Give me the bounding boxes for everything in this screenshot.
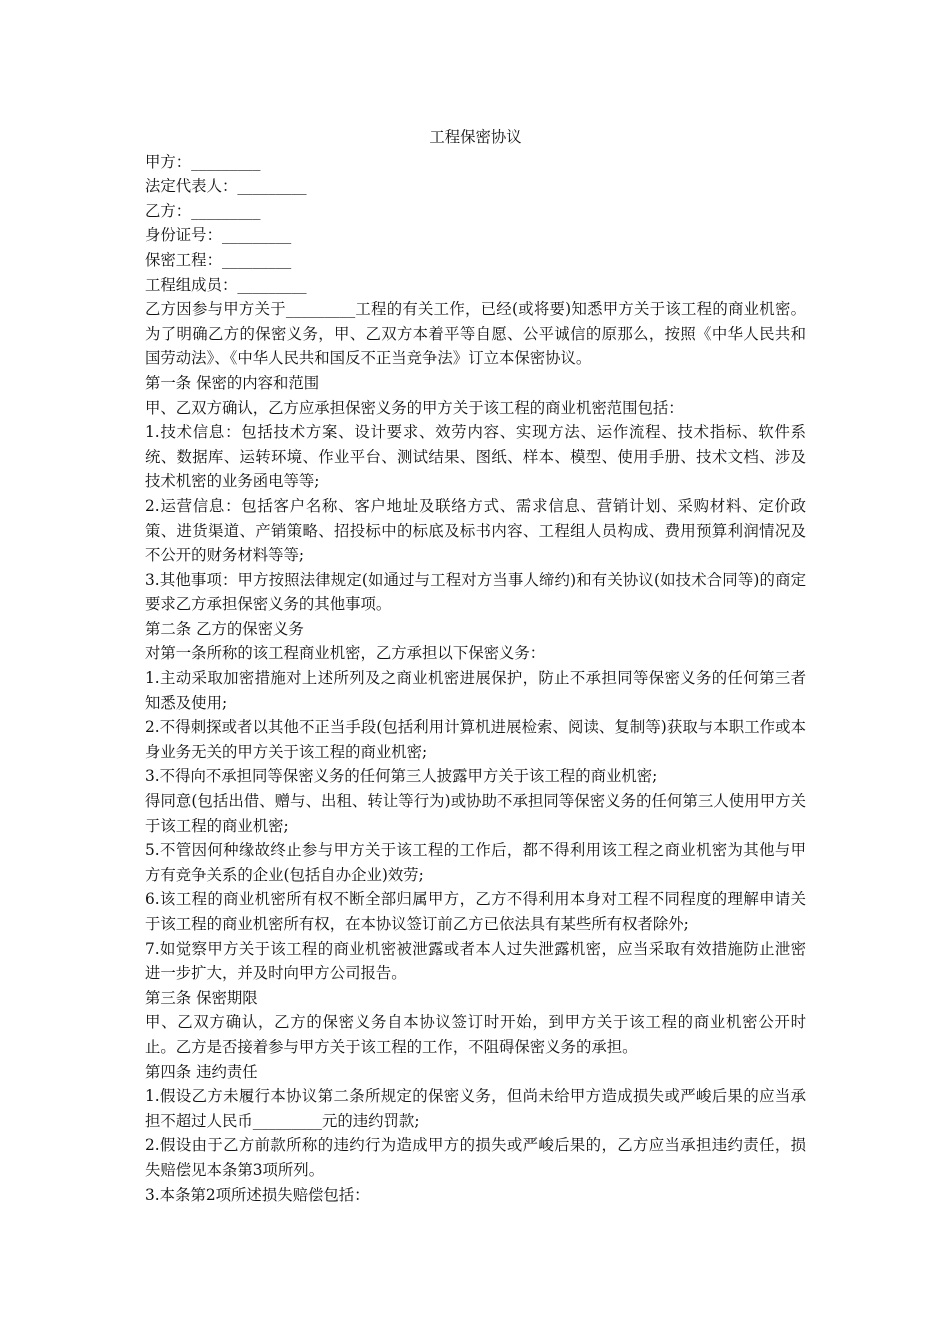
article-2-item-3: 3.不得向不承担同等保密义务的任何第三人披露甲方关于该工程的商业机密; bbox=[145, 767, 658, 786]
article-4-heading: 第四条 违约责任 bbox=[145, 1062, 258, 1081]
article-4-item-3: 3.本条第2项所述损失赔偿包括： bbox=[145, 1185, 370, 1204]
id-number-line: 身份证号：_________ bbox=[145, 226, 292, 245]
project-members-line: 工程组成员：_________ bbox=[145, 275, 307, 294]
article-4-item-1: 1.假设乙方未履行本协议第二条所规定的保密义务，但尚未给甲方造成损失或严峻后果的应当承担不超过人民币_________元的违约罚款; bbox=[145, 1087, 806, 1130]
article-2-item-6: 6.该工程的商业机密所有权不断全部归属甲方，乙方不得利用本身对工程不同程度的理解申请关于该工程的商业机密所有权，在本协议签订前乙方已依法具有某些所有权者除外; bbox=[145, 890, 806, 933]
confidential-project-line: 保密工程：_________ bbox=[145, 250, 292, 269]
party-b-line: 乙方：_________ bbox=[145, 201, 261, 220]
article-2-intro: 对第一条所称的该工程商业机密，乙方承担以下保密义务： bbox=[145, 644, 546, 663]
preamble-paragraph: 乙方因参与甲方关于_________工程的有关工作，已经(或将要)知悉甲方关于该工程的商业机密。为了明确乙方的保密义务，甲、乙双方本着平等自愿、公平诚信的原那么，按照《中华人民共和国劳动法》、《中华人民共和国反不正当竞争法》订立本保密协议。 bbox=[145, 300, 806, 368]
article-1-item-1: 1.技术信息：包括技术方案、设计要求、效劳内容、实现方法、运作流程、技术指标、软件系统、数据库、运转环境、作业平台、测试结果、图纸、样本、模型、使用手册、技术文档、涉及技术机密的业务函电等等; bbox=[145, 423, 806, 491]
article-1-item-3: 3.其他事项：甲方按照法律规定(如通过与工程对方当事人缔约)和有关协议(如技术合同等)的商定要求乙方承担保密义务的其他事项。 bbox=[145, 570, 806, 614]
article-2-item-2: 2.不得刺探或者以其他不正当手段(包括利用计算机进展检索、阅读、复制等)获取与本职工作或本身业务无关的甲方关于该工程的商业机密; bbox=[145, 718, 806, 761]
article-1-item-2: 2.运营信息：包括客户名称、客户地址及联络方式、需求信息、营销计划、采购材料、定价政策、进货渠道、产销策略、招投标中的标底及标书内容、工程组人员构成、费用预算利润情况及不公开的财务材料等等; bbox=[145, 496, 806, 565]
article-2-item-5: 5.不管因何种缘故终止参与甲方关于该工程的工作后，都不得利用该工程之商业机密为其他与甲方有竞争关系的企业(包括自办企业)效劳; bbox=[145, 841, 806, 884]
article-1-intro: 甲、乙双方确认，乙方应承担保密义务的甲方关于该工程的商业机密范围包括： bbox=[145, 398, 684, 417]
article-2-item-1: 1.主动采取加密措施对上述所列及之商业机密进展保护，防止不承担同等保密义务的任何第三者知悉及使用; bbox=[145, 669, 806, 712]
article-3-body: 甲、乙双方确认，乙方的保密义务自本协议签订时开始，到甲方关于该工程的商业机密公开时止。乙方是否接着参与甲方关于该工程的工作，不阻碍保密义务的承担。 bbox=[145, 1013, 806, 1056]
article-2-item-7: 7.如觉察甲方关于该工程的商业机密被泄露或者本人过失泄露机密，应当采取有效措施防止泄密进一步扩大，并及时向甲方公司报告。 bbox=[145, 939, 806, 983]
article-2-heading: 第二条 乙方的保密义务 bbox=[145, 619, 304, 638]
document-title: 工程保密协议 bbox=[429, 128, 522, 146]
article-4-item-2: 2.假设由于乙方前款所称的违约行为造成甲方的损失或严峻后果的，乙方应当承担违约责任，损失赔偿见本条第3项所列。 bbox=[145, 1136, 806, 1179]
legal-representative-line: 法定代表人：_________ bbox=[145, 177, 307, 196]
article-2-item-4: 得同意(包括出借、赠与、出租、转让等行为)或协助不承担同等保密义务的任何第三人使用甲方关于该工程的商业机密; bbox=[145, 792, 806, 835]
party-a-line: 甲方：_________ bbox=[145, 152, 261, 171]
article-3-heading: 第三条 保密期限 bbox=[145, 988, 258, 1007]
document-page bbox=[145, 125, 806, 1207]
article-1-heading: 第一条 保密的内容和范围 bbox=[145, 373, 320, 392]
